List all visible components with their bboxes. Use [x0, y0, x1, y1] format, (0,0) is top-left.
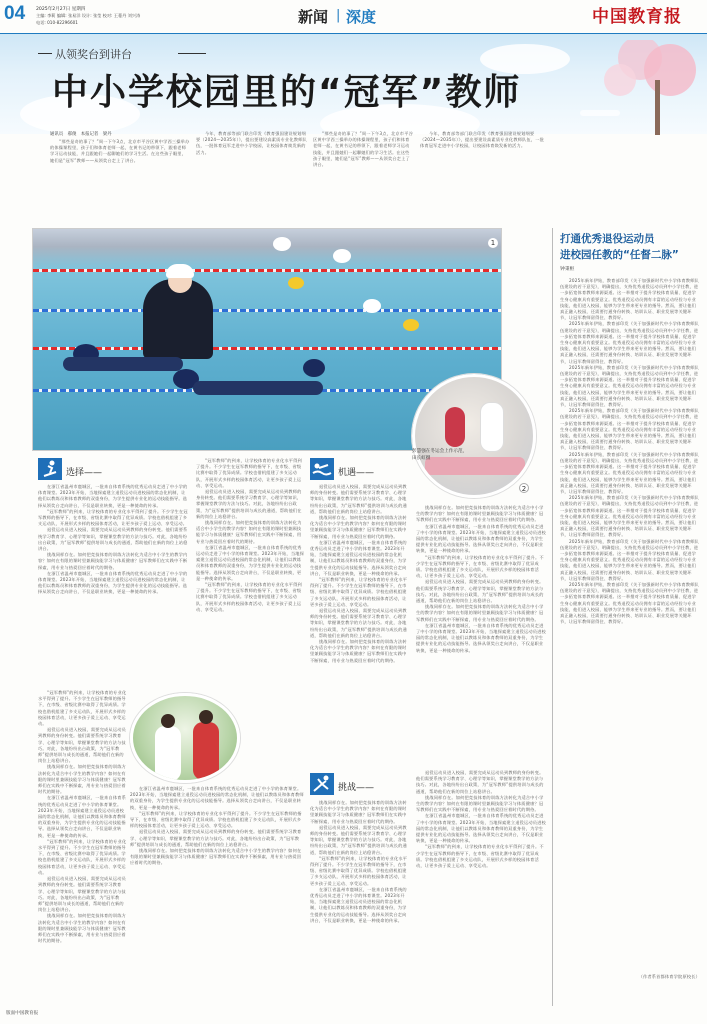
section-title-choice: 选择——: [66, 468, 103, 478]
body-paragraph: 退役运动员进入校园，需要完成从运动员到教师的身份转变。他们需要系统学习教育学、心理学等知识，掌握课堂教学的方法与技巧。对此，各地纷纷出台政策，为“冠军教师”提供培训与成长的通道，帮助他们在新的岗位上站稳讲台。: [196, 489, 302, 519]
body-paragraph: 挑战同样存在。如何把竞技体育的训练方法转化为适合中小学生的教学内容？如何在有限的课时里兼顾技能学习与体质健康？冠军教师们在实践中不断探索，用专业与热爱回应着时代的期待。: [310, 639, 407, 663]
body-paragraph: 退役运动员进入校园，需要完成从运动员到教师的身份转变。他们需要系统学习教育学、心理学等知识，掌握课堂教学的方法与技巧。对此，各地纷纷出台政策，为“冠军教师”提供培训与成长的通道，帮助他们在新的岗位上站稳讲台。: [38, 727, 126, 764]
lede-col-1: [50, 139, 190, 225]
swimmer-icon: [310, 458, 334, 480]
body-paragraph: 在浙江省温州市鹿城区，一批来自体育系统的优秀运动员走进了中小学的体育课堂。2023年开始，当地探索建立退役运动员进校园的常态化机制，让他们以教练员和体育教师的双重身份，为学生提供专业化的运动技能指导。选择从领奖台走向讲台，不仅是职业转换，更是一种使命的传承。: [38, 795, 126, 838]
body-paragraph: 在浙江省温州市鹿城区，一批来自体育系统的优秀运动员走进了中小学的体育课堂。2023年开始，当地探索建立退役运动员进校园的常态化机制，让他们以教练员和体育教师的双重身份，为学生提供专业化的运动技能指导。选择从领奖台走向讲台，不仅是职业转换，更是一种使命的传承。: [196, 544, 304, 581]
body-column-4-lower: [416, 770, 546, 1005]
body-paragraph: “冠军教师”的到来，让学校体育的专业化水平得到了提升。不少学生在冠军教师的指导下，在市级、省级比赛中取得了优异成绩。学校也借机组建了多支运动队，开展形式多样的校园体育活动，让更多孩子爱上运动、享受运动。: [196, 582, 302, 612]
body-paragraph: 退役运动员进入校园，需要完成从运动员到教师的身份转变。他们需要系统学习教育学、心理学等知识，掌握课堂教学的方法与技巧。对此，各地纷纷出台政策，为“冠军教师”提供培训与成长的通道，帮助他们在新的岗位上站稳讲台。: [38, 876, 126, 913]
body-column-3-lower: [310, 800, 410, 1005]
page-number: 04: [4, 3, 26, 24]
page-footer: 版面中国教育报: [6, 1011, 39, 1016]
commentary-paragraph: 2025年新年伊始，教育部印发《关于加强新时代中小学体育教师队伍建设的若干意见》，明确提出，支持优秀退役运动员到中小学任教，进一步拓宽体育教师来源渠道。这一举措对于提升学校体育质量、促进学生身心健康具有重要意义。优秀退役运动员拥有丰富的运动经验与专业技能，他们进入校园，能够为学生带来更专业的指导。然而，要让他们真正融入校园，还需要打通身份转换、培训认证、职业发展等关键环节，让冠军教师留得住、教得好。: [560, 495, 699, 538]
body-paragraph: 在浙江省温州市鹿城区，一批来自体育系统的优秀运动员走进了中小学的体育课堂。2023年开始，当地探索建立退役运动员进校园的常态化机制，让他们以教练员和体育教师的双重身份，为学生提供专业化的运动技能指导。选择从领奖台走向讲台，不仅是职业转换，更是一种使命的传承。: [38, 570, 188, 595]
body-paragraph: 退役运动员进入校园，需要完成从运动员到教师的身份转变。他们需要系统学习教育学、心理学等知识，掌握课堂教学的方法与技巧。对此，各地纷纷出台政策，为“冠军教师”提供培训与成长的通道，帮助他们在新的岗位上站稳讲台。: [416, 770, 544, 794]
body-paragraph: 退役运动员进入校园，需要完成从运动员到教师的身份转变。他们需要系统学习教育学、心理学等知识，掌握课堂教学的方法与技巧。对此，各地纷纷出台政策，为“冠军教师”提供培训与成长的通道，帮助他们在新的岗位上站稳讲台。: [416, 579, 544, 604]
body-paragraph: 在浙江省温州市鹿城区，一批来自体育系统的优秀运动员走进了中小学的体育课堂。2023年开始，当地探索建立退役运动员进校园的常态化机制，让他们以教练员和体育教师的双重身份，为学生提供专业化的运动技能指导。选择从领奖台走向讲台，不仅是职业转换，更是一种使命的传承。: [416, 523, 546, 554]
body-paragraph: 挑战同样存在。如何把竞技体育的训练方法转化为适合中小学生的教学内容？如何在有限的课时里兼顾技能学习与体质健康？冠军教师们在实践中不断探索，用专业与热爱回应着时代的期待。: [416, 604, 544, 622]
body-paragraph: 挑战同样存在。如何把竞技体育的训练方法转化为适合中小学生的教学内容？如何在有限的课时里兼顾技能学习与体质健康？冠军教师们在实践中不断探索，用专业与热爱回应着时代的期待。: [416, 505, 544, 523]
byline: 通讯员 郝俊 本报记者 梁丹: [50, 132, 112, 137]
body-paragraph: 退役运动员进入校园，需要完成从运动员到教师的身份转变。他们需要系统学习教育学、心理学等知识，掌握课堂教学的方法与技巧。对此，各地纷纷出台政策，为“冠军教师”提供培训与成长的通道，帮助他们在新的岗位上站稳讲台。: [130, 829, 302, 847]
body-paragraph: 在浙江省温州市鹿城区，一批来自体育系统的优秀运动员走进了中小学的体育课堂。2023年开始，当地探索建立退役运动员进校园的常态化机制，让他们以教练员和体育教师的双重身份，为学生提供专业化的运动技能指导。选择从领奖台走向讲台，不仅是职业转换，更是一种使命的传承。: [38, 484, 188, 508]
kicker-rule-right: [178, 53, 206, 54]
body-paragraph: “冠军教师”的到来，让学校体育的专业化水平得到了提升。不少学生在冠军教师的指导下，在市级、省级比赛中取得了优异成绩。学校也借机组建了多支运动队，开展形式多样的校园体育活动，让更多孩子爱上运动、享受运动。: [310, 577, 408, 607]
body-paragraph: 挑战同样存在。如何把竞技体育的训练方法转化为适合中小学生的教学内容？如何在有限的课时里兼顾技能学习与体质健康？冠军教师们在实践中不断探索，用专业与热爱回应着时代的期待。: [416, 794, 544, 813]
commentary-paragraph: 2025年新年伊始，教育部印发《关于加强新时代中小学体育教师队伍建设的若干意见》，明确提出，支持优秀退役运动员到中小学任教，进一步拓宽体育教师来源渠道。这一举措对于提升学校体育质量、促进学生身心健康具有重要意义。优秀退役运动员拥有丰富的运动经验与专业技能，他们进入校园，能够为学生带来更专业的指导。然而，要让他们真正融入校园，还需要打通身份转换、培训认证、职业发展等关键环节，让冠军教师留得住、教得好。: [560, 581, 699, 625]
cherry-blossom-decoration: [560, 40, 700, 135]
body-column-1: [38, 484, 188, 684]
section-title-challenge: 挑战——: [338, 783, 375, 793]
body-paragraph: 在浙江省温州市鹿城区，一批来自体育系统的优秀运动员走进了中小学的体育课堂。2023年开始，当地探索建立退役运动员进校园的常态化机制，让他们以教练员和体育教师的双重身份，为学生提供专业化的运动技能指导。选择从领奖台走向讲台，不仅是职业转换，更是一种使命的传承。: [310, 539, 407, 576]
kicker: 从领奖台到讲台: [55, 48, 132, 61]
body-paragraph: 退役运动员进入校园，需要完成从运动员到教师的身份转变。他们需要系统学习教育学、心理学等知识，掌握课堂教学的方法与技巧。对此，各地纷纷出台政策，为“冠军教师”提供培训与成长的通道，帮助他们在新的岗位上站稳讲台。: [310, 608, 407, 638]
contact-line: 电话: 010-82296601: [36, 20, 78, 25]
section-name: 新闻: [298, 8, 329, 26]
lede-paragraph: 今年，教育部等部门联合印发《教育强国建设规划纲要（2024—2035年）》，提出要建设高素质专业化教师队伍，一批体育冠军走进中小学校园，让校园体育焕发新的活力。: [420, 131, 545, 149]
body-paragraph: “冠军教师”的到来，让学校体育的专业化水平得到了提升。不少学生在冠军教师的指导下，在市级、省级比赛中取得了优异成绩。学校也借机组建了多支运动队，开展形式多样的校园体育活动，让更多孩子爱上运动、享受运动。: [196, 458, 302, 488]
body-paragraph: 在浙江省温州市鹿城区，一批来自体育系统的优秀运动员走进了中小学的体育课堂。2023年开始，当地探索建立退役运动员进校园的常态化机制，让他们以教练员和体育教师的双重身份，为学生提供专业化的运动技能指导。选择从领奖台走向讲台，不仅是职业转换，更是一种使命的传承。: [416, 622, 546, 653]
commentary-title-line-1: 打通优秀退役运动员: [560, 233, 655, 245]
commentary-title-line-2: 进校园任教的“任督二脉”: [560, 249, 679, 261]
gymnast-icon: [310, 773, 334, 795]
commentary-title: [560, 231, 679, 263]
body-paragraph: 退役运动员进入校园，需要完成从运动员到教师的身份转变。他们需要系统学习教育学、心理学等知识，掌握课堂教学的方法与技巧。对此，各地纷纷出台政策，为“冠军教师”提供培训与成长的通道，帮助他们在新的岗位上站稳讲台。: [310, 824, 407, 855]
commentary-author: 钟秉枢: [560, 267, 575, 272]
body-column-2: [196, 458, 304, 688]
body-paragraph: 退役运动员进入校园，需要完成从运动员到教师的身份转变。他们需要系统学习教育学、心理学等知识，掌握课堂教学的方法与技巧。对此，各地纷纷出台政策，为“冠军教师”提供培训与成长的通道，帮助他们在新的岗位上站稳讲台。: [310, 484, 407, 514]
body-paragraph: 挑战同样存在。如何把竞技体育的训练方法转化为适合中小学生的教学内容？如何在有限的课时里兼顾技能学习与体质健康？冠军教师们在实践中不断探索，用专业与热爱回应着时代的期待。: [38, 913, 126, 944]
skier-icon: [38, 458, 62, 480]
body-paragraph: 退役运动员进入校园，需要完成从运动员到教师的身份转变。他们需要系统学习教育学、心理学等知识，掌握课堂教学的方法与技巧。对此，各地纷纷出台政策，为“冠军教师”提供培训与成长的通道，帮助他们在新的岗位上站稳讲台。: [38, 527, 188, 552]
body-column-3: [310, 484, 410, 764]
body-paragraph: “冠军教师”的到来，让学校体育的专业化水平得到了提升。不少学生在冠军教师的指导下，在市级、省级比赛中取得了优异成绩。学校也借机组建了多支运动队，开展形式多样的校园体育活动，让更多孩子爱上运动、享受运动。: [38, 838, 127, 875]
yoga-class-photo: [412, 374, 536, 498]
issue-date: 2025年2月27日 星期四: [36, 7, 86, 12]
lede-paragraph: “那些是奇的事了？”周一下午3点，北京市平谷区黄中学西三操举办的体操课程里，孩子们和体育老师一起，在黄书记的带领下，跟着老师学习运动技能，并且跟她们一起聊她们的学习生活。在这些孩子眼里，她们是“冠军”教师——从领奖台走上了讲台。: [313, 131, 413, 168]
body-paragraph: 挑战同样存在。如何把竞技体育的训练方法转化为适合中小学生的教学内容？如何在有限的课时里兼顾技能学习与体质健康？冠军教师们在实践中不断探索，用专业与热爱回应着时代的期待。: [38, 552, 188, 570]
body-paragraph: “冠军教师”的到来，让学校体育的专业化水平得到了提升。不少学生在冠军教师的指导下，在市级、省级比赛中取得了优异成绩。学校也借机组建了多支运动队，开展形式多样的校园体育活动，让更多孩子爱上运动、享受运动。: [38, 690, 127, 727]
commentary-paragraph: 2025年新年伊始，教育部印发《关于加强新时代中小学体育教师队伍建设的若干意见》，明确提出，支持优秀退役运动员到中小学任教，进一步拓宽体育教师来源渠道。这一举措对于提升学校体育质量、促进学生身心健康具有重要意义。优秀退役运动员拥有丰富的运动经验与专业技能，他们进入校园，能够为学生带来更专业的指导。然而，要让他们真正融入校园，还需要打通身份转换、培训认证、职业发展等关键环节，让冠军教师留得住、教得好。: [560, 408, 699, 451]
body-paragraph: “冠军教师”的到来，让学校体育的专业化水平得到了提升。不少学生在冠军教师的指导下，在市级、省级比赛中取得了优异成绩。学校也借机组建了多支运动队，开展形式多样的校园体育活动，让更多孩子爱上运动、享受运动。: [38, 508, 188, 527]
body-paragraph: 挑战同样存在。如何把竞技体育的训练方法转化为适合中小学生的教学内容？如何在有限的课时里兼顾技能学习与体质健康？冠军教师们在实践中不断探索，用专业与热爱回应着时代的期待。: [130, 848, 302, 866]
circle-photo-number: 2: [519, 483, 529, 493]
commentary-paragraph: 2025年新年伊始，教育部印发《关于加强新时代中小学体育教师队伍建设的若干意见》，明确提出，支持优秀退役运动员到中小学任教，进一步拓宽体育教师来源渠道。这一举措对于提升学校体育质量、促进学生身心健康具有重要意义。优秀退役运动员拥有丰富的运动经验与专业技能，他们进入校园，能够为学生带来更专业的指导。然而，要让他们真正融入校园，还需要打通身份转换、培训认证、职业发展等关键环节，让冠军教师留得住、教得好。: [560, 278, 699, 321]
body-paragraph: 在浙江省温州市鹿城区，一批来自体育系统的优秀运动员走进了中小学的体育课堂。2023年开始，当地探索建立退役运动员进校园的常态化机制，让他们以教练员和体育教师的双重身份，为学生提供专业化的运动技能指导。选择从领奖台走向讲台，不仅是职业转换，更是一种使命的传承。: [310, 886, 407, 923]
commentary-paragraph: 2025年新年伊始，教育部印发《关于加强新时代中小学体育教师队伍建设的若干意见》，明确提出，支持优秀退役运动员到中小学任教，进一步拓宽体育教师来源渠道。这一举措对于提升学校体育质量、促进学生身心健康具有重要意义。优秀退役运动员拥有丰富的运动经验与专业技能，他们进入校园，能够为学生带来更专业的指导。然而，要让他们真正融入校园，还需要打通身份转换、培训认证、职业发展等关键环节，让冠军教师留得住、教得好。: [560, 451, 699, 494]
lede-paragraph: 今年，教育部等部门联合印发《教育强国建设规划纲要（2024—2035年）》，提出要建设高素质专业化教师队伍，一批体育冠军走进中小学校园，让校园体育焕发新的活力。: [196, 131, 307, 155]
body-paragraph: “冠军教师”的到来，让学校体育的专业化水平得到了提升。不少学生在冠军教师的指导下，在市级、省级比赛中取得了优异成绩。学校也借机组建了多支运动队，开展形式多样的校园体育活动，让更多孩子爱上运动、享受运动。: [416, 844, 544, 869]
lede-col-2: [196, 131, 308, 225]
body-paragraph: 挑战同样存在。如何把竞技体育的训练方法转化为适合中小学生的教学内容？如何在有限的课时里兼顾技能学习与体质健康？冠军教师们在实践中不断探索，用专业与热爱回应着时代的期待。: [310, 800, 407, 824]
commentary-paragraph: 2025年新年伊始，教育部印发《关于加强新时代中小学体育教师队伍建设的若干意见》，明确提出，支持优秀退役运动员到中小学任教，进一步拓宽体育教师来源渠道。这一举措对于提升学校体育质量、促进学生身心健康具有重要意义。优秀退役运动员拥有丰富的运动经验与专业技能，他们进入校园，能够为学生带来更专业的指导。然而，要让他们真正融入校园，还需要打通身份转换、培训认证、职业发展等关键环节，让冠军教师留得住、教得好。: [560, 538, 699, 581]
lede-paragraph: “那些是奇的事了？”周一下午3点，北京市平谷区黄中学西三操举办的体操课程里，孩子们和体育老师一起，在黄书记的带领下，跟着老师学习运动技能，并且跟她们一起聊她们的学习生活。在这些孩子眼里，她们是“冠军”教师——从领奖台走上了讲台。: [50, 139, 190, 163]
body-paragraph: 在浙江省温州市鹿城区，一批来自体育系统的优秀运动员走进了中小学的体育课堂。2023年开始，当地探索建立退役运动员进校园的常态化机制，让他们以教练员和体育教师的双重身份，为学生提供专业化的运动技能指导。选择从领奖台走向讲台，不仅是职业转换，更是一种使命的传承。: [416, 813, 546, 844]
body-column-1-lower: [38, 690, 128, 1000]
headline: 中小学校园里的“冠军”教师: [52, 72, 522, 113]
commentary-body: [560, 278, 700, 996]
body-paragraph: “冠军教师”的到来，让学校体育的专业化水平得到了提升。不少学生在冠军教师的指导下，在市级、省级比赛中取得了优异成绩。学校也借机组建了多支运动队，开展形式多样的校园体育活动，让更多孩子爱上运动、享受运动。: [130, 810, 302, 829]
commentary-paragraph: 2025年新年伊始，教育部印发《关于加强新时代中小学体育教师队伍建设的若干意见》，明确提出，支持优秀退役运动员到中小学任教，进一步拓宽体育教师来源渠道。这一举措对于提升学校体育质量、促进学生身心健康具有重要意义。优秀退役运动员拥有丰富的运动经验与专业技能，他们进入校园，能够为学生带来更专业的指导。然而，要让他们真正融入校园，还需要打通身份转换、培训认证、职业发展等关键环节，让冠军教师留得住、教得好。: [560, 321, 699, 364]
commentary-signature: （作者系首都体育学院原校长）: [638, 974, 700, 979]
photo-number: 1: [488, 238, 498, 248]
column-divider: [552, 228, 553, 1006]
body-paragraph: 挑战同样存在。如何把竞技体育的训练方法转化为适合中小学生的教学内容？如何在有限的课时里兼顾技能学习与体质健康？冠军教师们在实践中不断探索，用专业与热爱回应着时代的期待。: [310, 515, 407, 539]
body-paragraph: 挑战同样存在。如何把竞技体育的训练方法转化为适合中小学生的教学内容？如何在有限的课时里兼顾技能学习与体质健康？冠军教师们在实践中不断探索，用专业与热爱回应着时代的期待。: [38, 764, 126, 795]
section-title-opportunity: 机遇——: [338, 468, 375, 478]
commentary-paragraph: 2025年新年伊始，教育部印发《关于加强新时代中小学体育教师队伍建设的若干意见》，明确提出，支持优秀退役运动员到中小学任教，进一步拓宽体育教师来源渠道。这一举措对于提升学校体育质量、促进学生身心健康具有重要意义。优秀退役运动员拥有丰富的运动经验与专业技能，他们进入校园，能够为学生带来更专业的指导。然而，要让他们真正融入校园，还需要打通身份转换、培训认证、职业发展等关键环节，让冠军教师留得住、教得好。: [560, 364, 699, 408]
lede-col-4: [420, 131, 548, 225]
lede-col-3: [313, 131, 413, 225]
editor-credits: 主编: 李莉 编辑: 张易洋 设计: 张莹 校对: 王蔓丹 刘兴涛: [36, 13, 141, 18]
section-subname: 深度: [346, 8, 377, 26]
body-paragraph: “冠军教师”的到来，让学校体育的专业化水平得到了提升。不少学生在冠军教师的指导下，在市级、省级比赛中取得了优异成绩。学校也借机组建了多支运动队，开展形式多样的校园体育活动，让更多孩子爱上运动、享受运动。: [416, 554, 544, 579]
body-column-2-lower: [130, 786, 304, 1004]
body-column-4: [416, 505, 546, 765]
students-photo: [130, 693, 240, 783]
kicker-rule-left: [38, 53, 52, 54]
section-divider: |: [336, 8, 341, 23]
body-paragraph: 在浙江省温州市鹿城区，一批来自体育系统的优秀运动员走进了中小学的体育课堂。2023年开始，当地探索建立退役运动员进校园的常态化机制，让他们以教练员和体育教师的双重身份，为学生提供专业化的运动技能指导。选择从领奖台走向讲台，不仅是职业转换，更是一种使命的传承。: [130, 786, 304, 810]
circle-photo-caption: 彭慧强在冬运会上作示范，田长虹摄: [412, 449, 468, 461]
masthead-logo: 中国教育报: [592, 7, 682, 27]
body-paragraph: “冠军教师”的到来，让学校体育的专业化水平得到了提升。不少学生在冠军教师的指导下，在市级、省级比赛中取得了优异成绩。学校也借机组建了多支运动队，开展形式多样的校园体育活动，让更多孩子爱上运动、享受运动。: [310, 855, 408, 886]
body-paragraph: 挑战同样存在。如何把竞技体育的训练方法转化为适合中小学生的教学内容？如何在有限的课时里兼顾技能学习与体质健康？冠军教师们在实践中不断探索，用专业与热爱回应着时代的期待。: [196, 520, 302, 544]
